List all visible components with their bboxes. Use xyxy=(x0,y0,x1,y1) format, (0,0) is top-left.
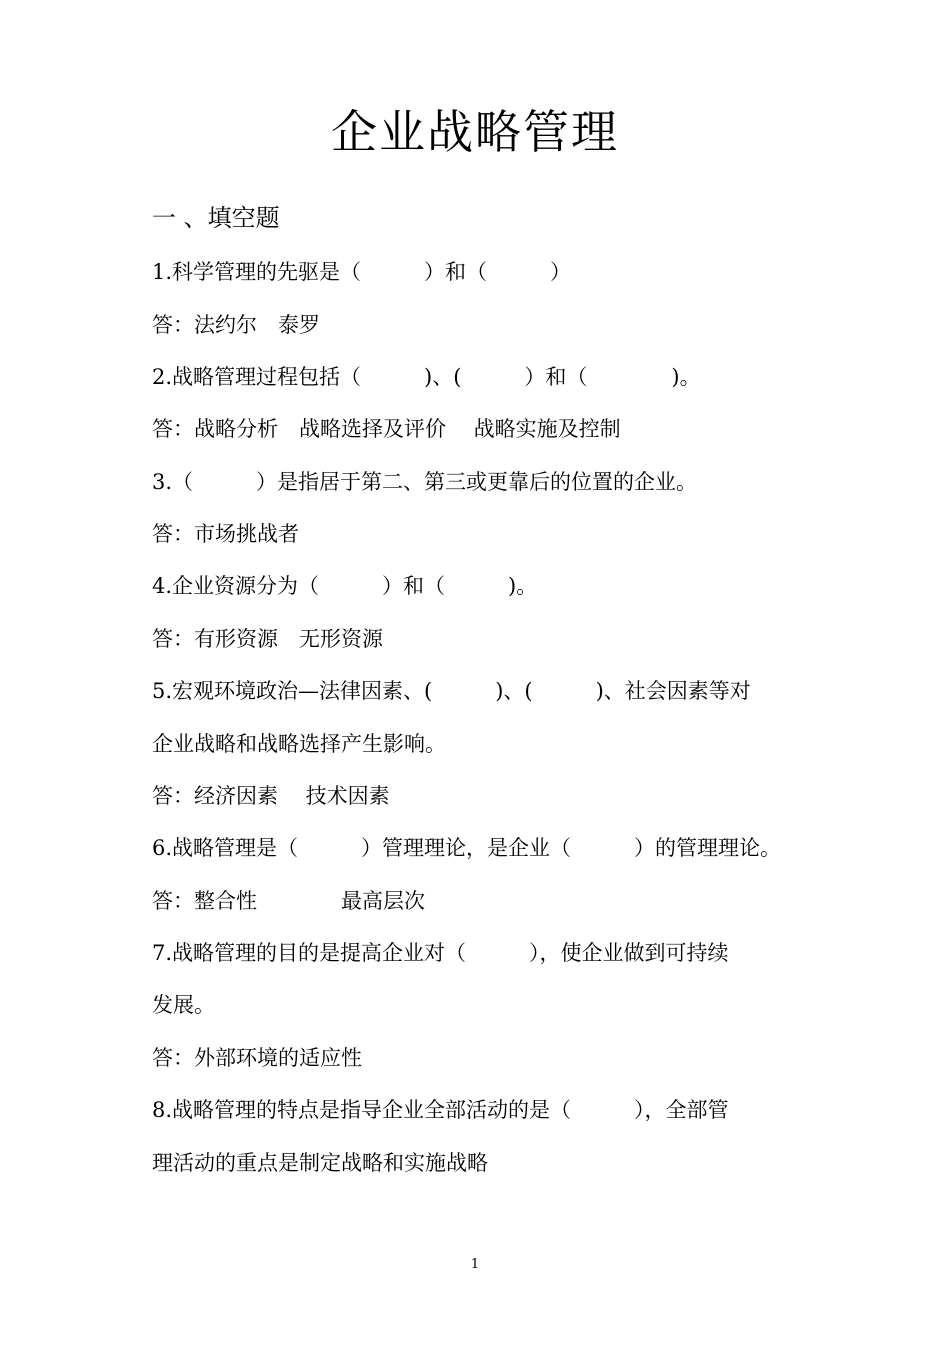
answer-7: 答：外部环境的适应性 xyxy=(152,1046,362,1070)
question-7-continued: 发展。 xyxy=(152,993,215,1017)
question-8-continued: 理活动的重点是制定战略和实施战略 xyxy=(152,1151,488,1175)
answer-3: 答：市场挑战者 xyxy=(152,522,299,546)
answer-5: 答：经济因素 技术因素 xyxy=(152,784,390,808)
question-4: 4.企业资源分为（ ）和（ )。 xyxy=(152,574,538,598)
question-1: 1.科学管理的先驱是（ ）和（ ） xyxy=(152,260,572,284)
question-3: 3.（ ）是指居于第二、第三或更靠后的位置的企业。 xyxy=(152,470,698,494)
page-number: 1 xyxy=(470,1257,480,1272)
question-7: 7.战略管理的目的是提高企业对（ ），使企业做到可持续 xyxy=(152,941,729,965)
question-6: 6.战略管理是（ ）管理理论，是企业（ ）的管理理论。 xyxy=(152,836,782,860)
document-title: 企业战略管理 xyxy=(331,105,619,159)
answer-6: 答：整合性 最高层次 xyxy=(152,889,425,913)
answer-4: 答：有形资源 无形资源 xyxy=(152,627,383,651)
question-5-continued: 企业战略和战略选择产生影响。 xyxy=(152,732,446,756)
question-5: 5.宏观环境政治—法律因素、( )、( )、社会因素等对 xyxy=(152,679,751,703)
answer-1: 答：法约尔 泰罗 xyxy=(152,313,320,337)
question-2: 2.战略管理过程包括（ )、( ）和（ )。 xyxy=(152,365,701,389)
answer-2: 答：战略分析 战略选择及评价 战略实施及控制 xyxy=(152,417,621,441)
section-heading: 一 、填空题 xyxy=(152,204,280,232)
question-8: 8.战略管理的特点是指导企业全部活动的是（ ），全部管 xyxy=(152,1098,729,1122)
